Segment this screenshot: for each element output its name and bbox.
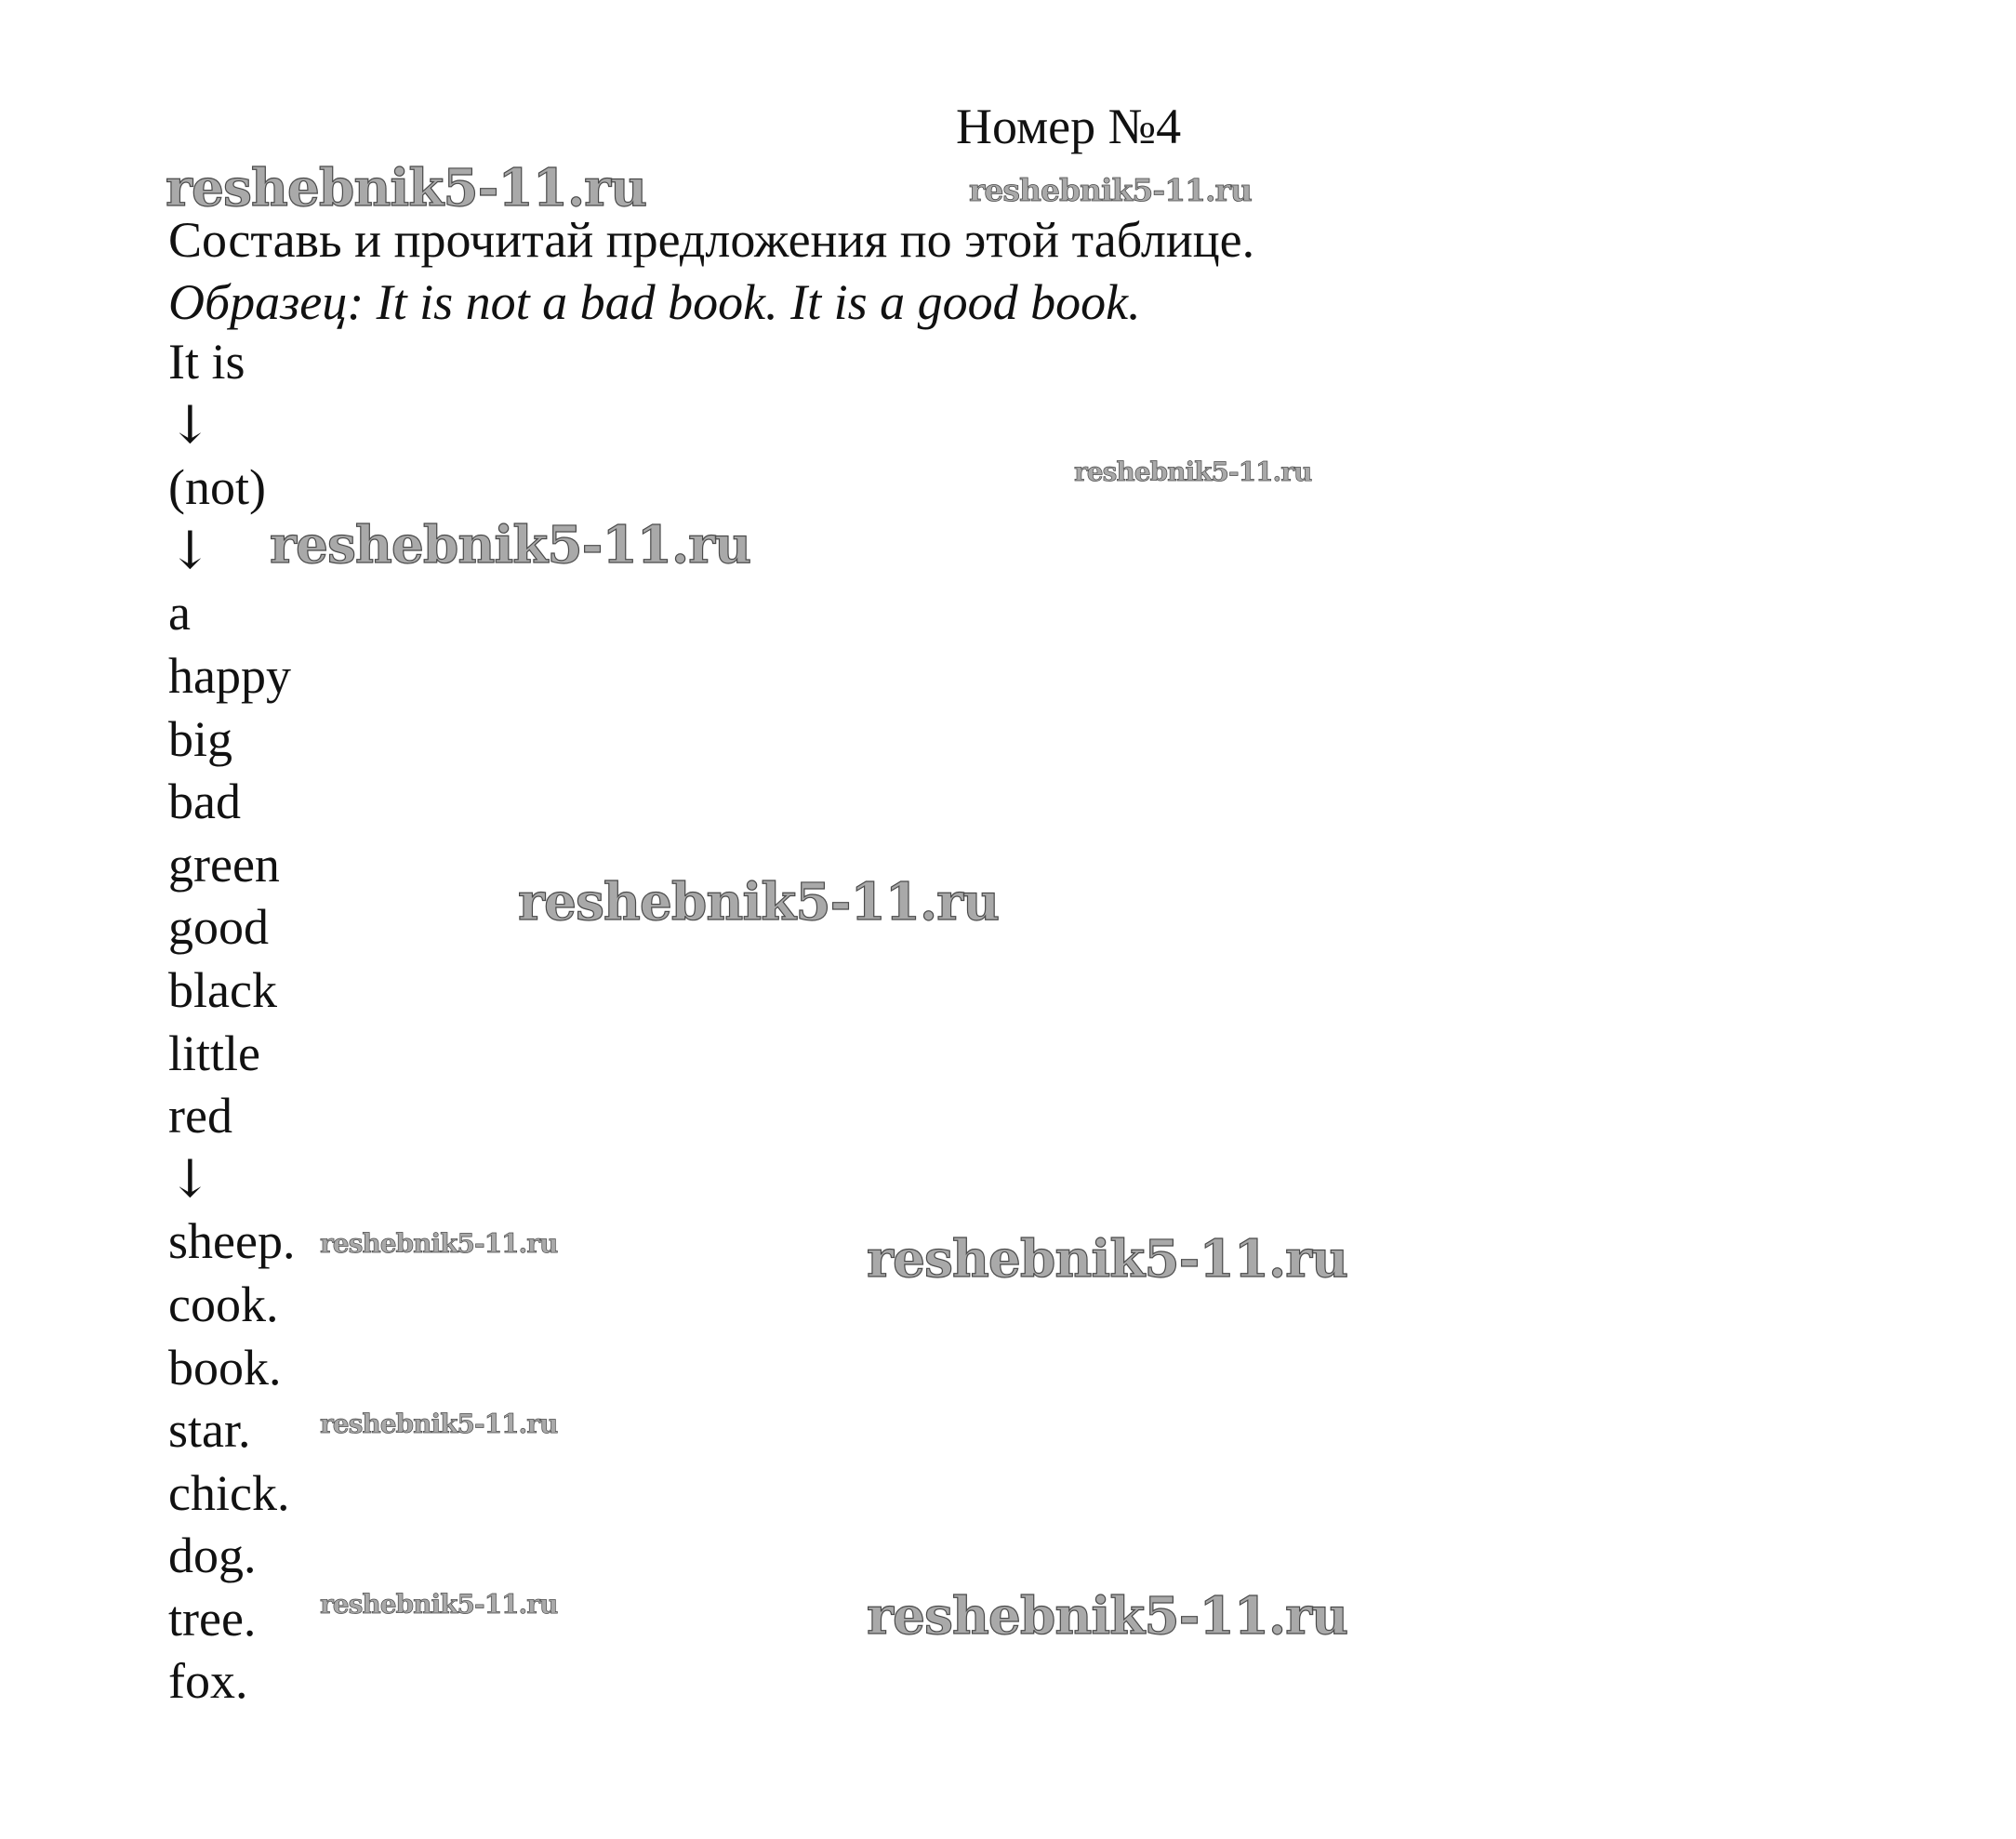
example-sentence: Образец: It is not a bad book. It is a good book. — [168, 274, 1141, 330]
negation-word: (not) — [168, 459, 266, 516]
adjective-item: green — [168, 836, 280, 893]
watermark: reshebnik5-11.ru — [320, 1228, 558, 1259]
adjective-item: bad — [168, 774, 241, 830]
watermark: reshebnik5-11.ru — [320, 1589, 558, 1620]
adjective-item: good — [168, 899, 269, 956]
down-arrow-icon: ↓ — [168, 1148, 212, 1210]
watermark: reshebnik5-11.ru — [166, 157, 647, 218]
noun-item: cook. — [168, 1276, 279, 1332]
adjective-item: black — [168, 961, 277, 1018]
noun-item: fox. — [168, 1653, 248, 1710]
watermark: reshebnik5-11.ru — [518, 871, 1000, 932]
noun-item: chick. — [168, 1464, 290, 1521]
watermark: reshebnik5-11.ru — [867, 1585, 1348, 1646]
subject-phrase: It is — [168, 334, 245, 390]
watermark: reshebnik5-11.ru — [969, 172, 1252, 208]
adjective-item: red — [168, 1088, 232, 1144]
page-title: Номер №4 — [956, 99, 1182, 154]
noun-item: book. — [168, 1339, 282, 1396]
adjective-item: happy — [168, 647, 291, 704]
adjective-item: big — [168, 710, 233, 767]
noun-item: sheep. — [168, 1213, 296, 1270]
down-arrow-icon: ↓ — [168, 394, 212, 456]
task-instruction: Составь и прочитай предложения по этой таблице. — [168, 212, 1255, 268]
down-arrow-icon: ↓ — [168, 520, 212, 581]
watermark: reshebnik5-11.ru — [320, 1409, 558, 1439]
noun-item: tree. — [168, 1590, 257, 1647]
watermark: reshebnik5-11.ru — [270, 514, 751, 575]
adjective-item: little — [168, 1025, 260, 1081]
noun-item: star. — [168, 1402, 251, 1459]
watermark: reshebnik5-11.ru — [867, 1228, 1348, 1289]
watermark: reshebnik5-11.ru — [1074, 456, 1312, 487]
noun-item: dog. — [168, 1528, 257, 1584]
article-word: a — [168, 585, 191, 642]
